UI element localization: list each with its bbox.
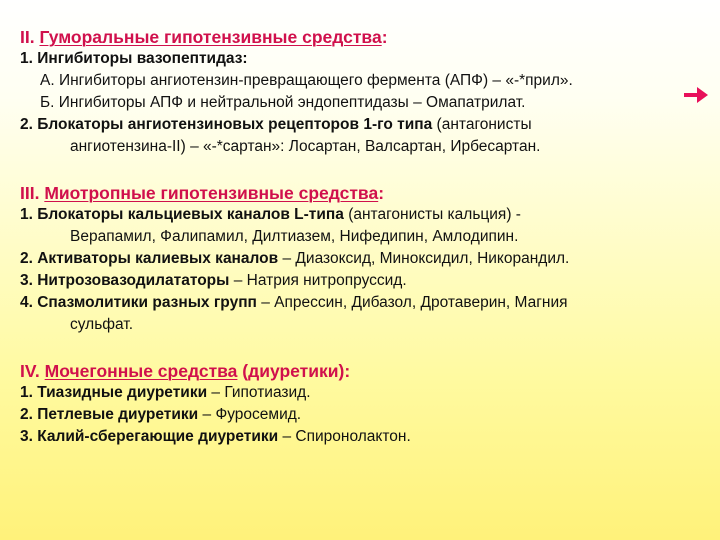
item-label: 1. Блокаторы кальциевых каналов L-типа xyxy=(20,206,344,223)
item-detail: – Гипотиазид. xyxy=(207,384,311,401)
item-label: 3. Калий-сберегающие диуретики xyxy=(20,428,279,445)
list-item: А. Ингибиторы ангиотензин-превращающего фермента (АПФ) – «-*прил». xyxy=(40,72,573,89)
section-number: III. xyxy=(20,183,45,203)
item-detail: – Фуросемид. xyxy=(198,406,302,423)
item-label: 1. Тиазидные диуретики xyxy=(20,384,208,401)
item-label: 2. Активаторы калиевых каналов xyxy=(20,250,279,267)
list-item xyxy=(20,204,704,226)
section-title: Мочегонные средства xyxy=(44,361,238,381)
list-item: Б. Ингибиторы АПФ и нейтральной эндопептидазы – Омапатрилат. xyxy=(40,94,526,111)
list-item xyxy=(20,270,704,292)
section-heading-myotropic xyxy=(20,182,704,204)
list-item-continuation: Верапамил, Фалипамил, Дилтиазем, Нифедипин, Амлодипин. xyxy=(70,228,519,245)
section-number: IV. xyxy=(20,361,45,381)
item-label: 2. Блокаторы ангиотензиновых рецепторов 1-го типа xyxy=(20,116,433,133)
list-item xyxy=(20,114,704,136)
list-item-continuation: сульфат. xyxy=(70,316,133,333)
item-label: 2. Петлевые диуретики xyxy=(20,406,199,423)
list-item xyxy=(20,382,704,404)
section-heading-diuretics xyxy=(20,360,704,382)
item-label: 3. Нитрозовазодилататоры xyxy=(20,272,230,289)
item-detail: – Натрия нитропруссид. xyxy=(229,272,407,289)
item-label: 4. Спазмолитики разных групп xyxy=(20,294,257,311)
item-label: 1. Ингибиторы вазопептидаз: xyxy=(20,50,248,67)
section-colon: : xyxy=(378,183,385,203)
arrow-right-icon[interactable] xyxy=(684,86,708,104)
list-item xyxy=(20,48,704,70)
list-item xyxy=(20,292,704,314)
item-detail: (антагонисты xyxy=(432,116,532,133)
section-colon: : xyxy=(381,27,388,47)
section-number: II. xyxy=(20,27,40,47)
item-detail: (антагонисты кальция) - xyxy=(343,206,521,223)
item-detail: – Апрессин, Дибазол, Дротаверин, Магния xyxy=(256,294,568,311)
list-item xyxy=(20,248,704,270)
section-title: Миотропные гипотензивные средства xyxy=(44,183,379,203)
section-suffix: (диуретики): xyxy=(237,361,351,381)
section-heading-humoral xyxy=(20,26,704,48)
item-detail: – Спиронолактон. xyxy=(278,428,411,445)
slide-content xyxy=(20,26,704,448)
list-item-continuation: ангиотензина-II) – «-*сартан»: Лосартан, Валсартан, Ирбесартан. xyxy=(70,138,541,155)
list-item xyxy=(20,404,704,426)
section-title: Гуморальные гипотензивные средства xyxy=(39,27,382,47)
item-detail: – Диазоксид, Миноксидил, Никорандил. xyxy=(278,250,570,267)
list-item xyxy=(20,426,704,448)
